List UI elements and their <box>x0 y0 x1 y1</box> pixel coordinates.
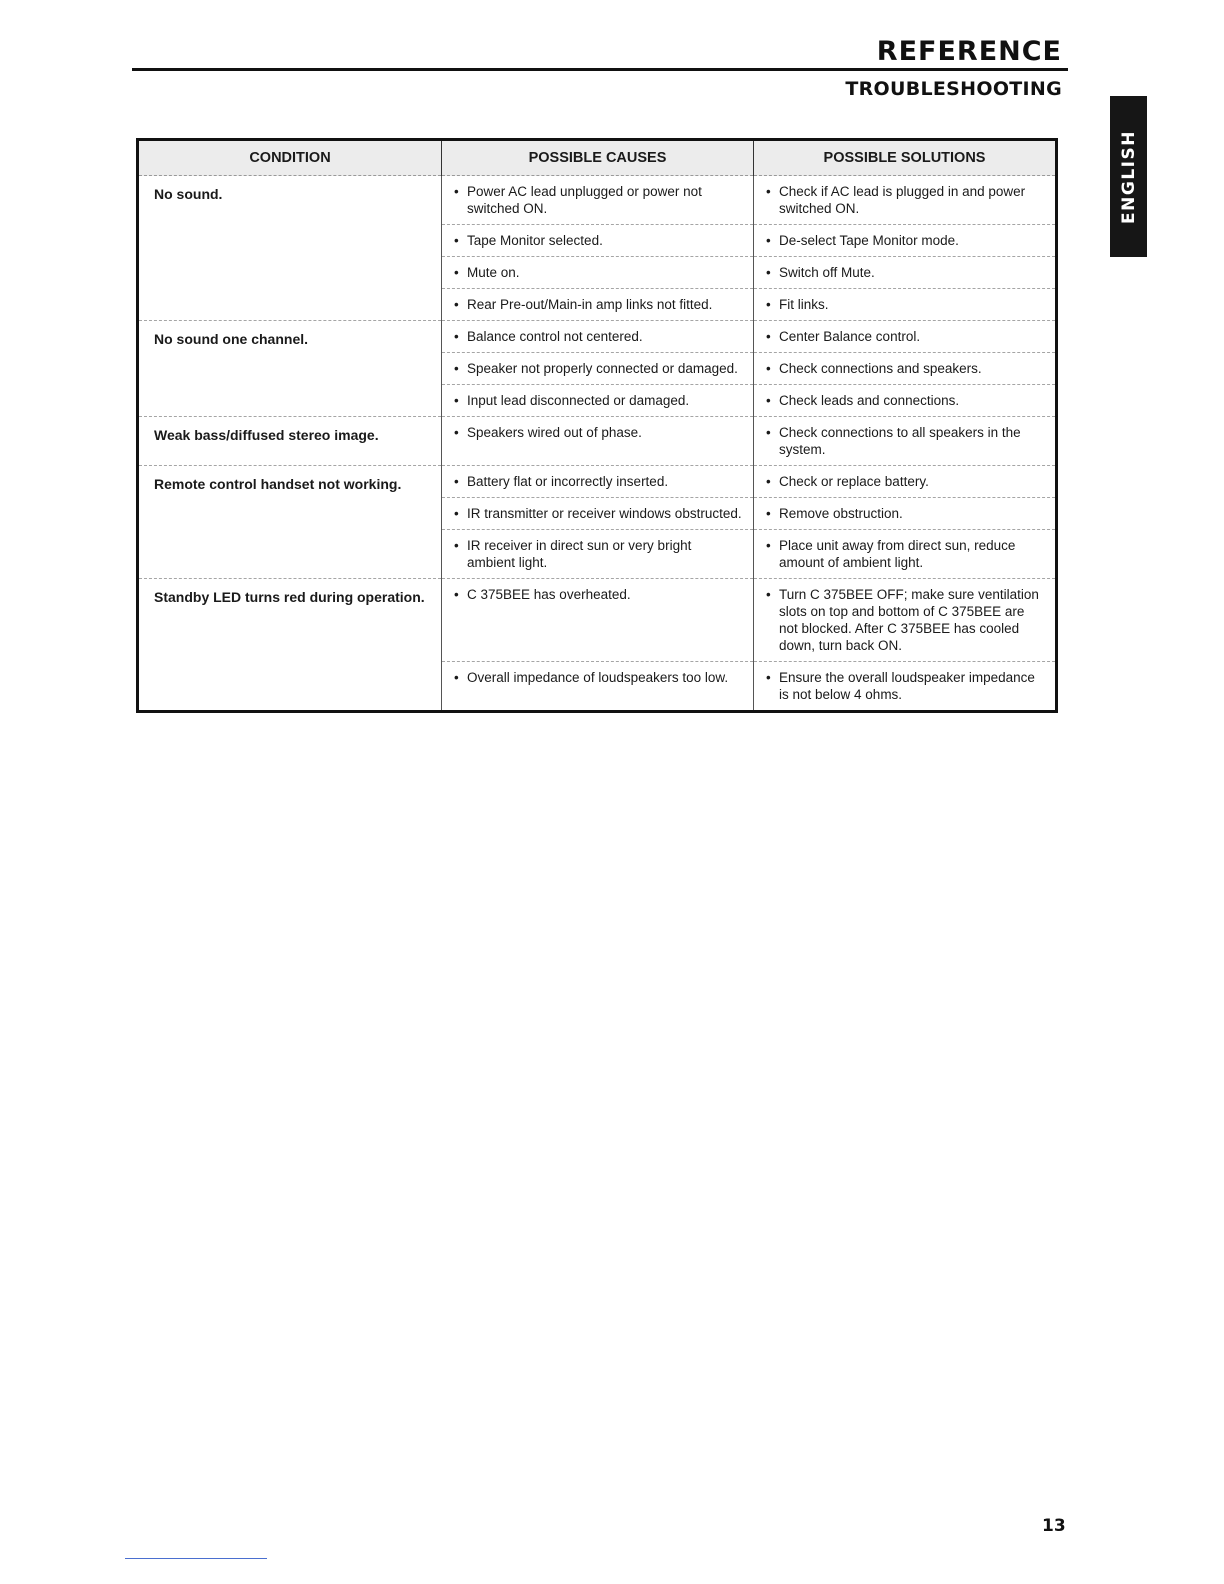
cause-cell <box>442 289 754 321</box>
bullet-icon: • <box>766 670 771 685</box>
cause-cell <box>442 417 754 466</box>
solution-text: Check or replace battery. <box>779 474 929 489</box>
bullet-icon: • <box>766 297 771 312</box>
cause-item <box>454 392 743 409</box>
bullet-icon: • <box>766 233 771 248</box>
page-number: 13 <box>1042 1516 1066 1536</box>
table-header-row <box>138 140 1057 176</box>
solution-cell <box>754 257 1057 289</box>
bullet-icon: • <box>766 474 771 489</box>
cause-cell <box>442 353 754 385</box>
cause-text: Mute on. <box>467 265 520 280</box>
bullet-icon: • <box>766 587 771 602</box>
header-divider <box>132 68 1068 71</box>
cause-cell <box>442 498 754 530</box>
bullet-icon: • <box>454 506 459 521</box>
condition-cell: No sound. <box>138 176 442 321</box>
table-row <box>138 579 1057 662</box>
cause-text: Overall impedance of loudspeakers too low. <box>467 670 729 685</box>
column-header-causes: POSSIBLE CAUSES <box>442 140 754 176</box>
solution-text: Ensure the overall loudspeaker impedance is not below 4 ohms. <box>779 670 1035 702</box>
solution-item <box>766 424 1045 458</box>
cause-text: C 375BEE has overheated. <box>467 587 631 602</box>
table-body <box>138 176 1057 712</box>
table-row <box>138 417 1057 466</box>
section-title: REFERENCE <box>876 36 1062 67</box>
solution-cell <box>754 321 1057 353</box>
solution-cell <box>754 353 1057 385</box>
bullet-icon: • <box>766 393 771 408</box>
cause-text: Battery flat or incorrectly inserted. <box>467 474 669 489</box>
cause-item <box>454 586 743 603</box>
solution-item <box>766 505 1045 522</box>
solution-text: Check connections to all speakers in the system. <box>779 425 1021 457</box>
table-row <box>138 321 1057 353</box>
cause-item <box>454 473 743 490</box>
solution-item <box>766 360 1045 377</box>
solution-text: Place unit away from direct sun, reduce amount of ambient light. <box>779 538 1016 570</box>
cause-text: Speakers wired out of phase. <box>467 425 642 440</box>
cause-cell <box>442 257 754 289</box>
cause-text: Tape Monitor selected. <box>467 233 603 248</box>
bullet-icon: • <box>454 474 459 489</box>
solution-cell <box>754 385 1057 417</box>
cause-item <box>454 328 743 345</box>
cause-text: Rear Pre-out/Main-in amp links not fitted. <box>467 297 713 312</box>
bullet-icon: • <box>766 361 771 376</box>
bullet-icon: • <box>454 670 459 685</box>
column-header-condition: CONDITION <box>138 140 442 176</box>
solution-cell <box>754 176 1057 225</box>
cause-item <box>454 296 743 313</box>
cause-text: IR transmitter or receiver windows obstructed. <box>467 506 742 521</box>
cause-cell <box>442 579 754 662</box>
cause-cell <box>442 530 754 579</box>
cause-text: Input lead disconnected or damaged. <box>467 393 690 408</box>
bullet-icon: • <box>454 265 459 280</box>
solution-item <box>766 264 1045 281</box>
solution-cell <box>754 662 1057 712</box>
bullet-icon: • <box>766 538 771 553</box>
bullet-icon: • <box>454 587 459 602</box>
solution-text: De-select Tape Monitor mode. <box>779 233 959 248</box>
solution-cell <box>754 225 1057 257</box>
cause-cell <box>442 385 754 417</box>
cause-item <box>454 505 743 522</box>
troubleshooting-table <box>136 138 1058 713</box>
cause-text: IR receiver in direct sun or very bright ambient light. <box>467 538 692 570</box>
bullet-icon: • <box>766 506 771 521</box>
cause-item <box>454 424 743 441</box>
solution-item <box>766 328 1045 345</box>
condition-cell: Weak bass/diffused stereo image. <box>138 417 442 466</box>
language-tab-label: ENGLISH <box>1118 129 1139 224</box>
column-header-solutions: POSSIBLE SOLUTIONS <box>754 140 1057 176</box>
bullet-icon: • <box>766 184 771 199</box>
cause-item <box>454 183 743 217</box>
bullet-icon: • <box>454 184 459 199</box>
bullet-icon: • <box>454 538 459 553</box>
bullet-icon: • <box>454 329 459 344</box>
footer-divider <box>125 1558 267 1559</box>
cause-text: Balance control not centered. <box>467 329 643 344</box>
bullet-icon: • <box>454 233 459 248</box>
bullet-icon: • <box>766 329 771 344</box>
bullet-icon: • <box>454 297 459 312</box>
bullet-icon: • <box>766 265 771 280</box>
solution-text: Check if AC lead is plugged in and power switched ON. <box>779 184 1026 216</box>
solution-text: Check leads and connections. <box>779 393 960 408</box>
cause-cell <box>442 176 754 225</box>
solution-cell <box>754 530 1057 579</box>
solution-text: Remove obstruction. <box>779 506 903 521</box>
solution-text: Fit links. <box>779 297 829 312</box>
bullet-icon: • <box>454 393 459 408</box>
cause-item <box>454 537 743 571</box>
solution-text: Switch off Mute. <box>779 265 875 280</box>
solution-text: Center Balance control. <box>779 329 921 344</box>
solution-item <box>766 586 1045 654</box>
table-row <box>138 466 1057 498</box>
bullet-icon: • <box>766 425 771 440</box>
solution-cell <box>754 498 1057 530</box>
cause-item <box>454 264 743 281</box>
table-row <box>138 176 1057 225</box>
solution-item <box>766 537 1045 571</box>
cause-item <box>454 232 743 249</box>
language-tab <box>1110 96 1147 257</box>
solution-item <box>766 473 1045 490</box>
bullet-icon: • <box>454 425 459 440</box>
cause-item <box>454 360 743 377</box>
solution-item <box>766 669 1045 703</box>
page-title: TROUBLESHOOTING <box>845 78 1062 100</box>
bullet-icon: • <box>454 361 459 376</box>
cause-text: Power AC lead unplugged or power not switched ON. <box>467 184 702 216</box>
solution-item <box>766 296 1045 313</box>
condition-cell: Standby LED turns red during operation. <box>138 579 442 712</box>
solution-cell <box>754 579 1057 662</box>
solution-cell <box>754 466 1057 498</box>
condition-cell: Remote control handset not working. <box>138 466 442 579</box>
solution-cell <box>754 289 1057 321</box>
solution-text: Check connections and speakers. <box>779 361 982 376</box>
solution-item <box>766 232 1045 249</box>
condition-cell: No sound one channel. <box>138 321 442 417</box>
cause-text: Speaker not properly connected or damaged. <box>467 361 738 376</box>
cause-cell <box>442 466 754 498</box>
solution-item <box>766 183 1045 217</box>
cause-cell <box>442 662 754 712</box>
cause-cell <box>442 225 754 257</box>
cause-cell <box>442 321 754 353</box>
cause-item <box>454 669 743 686</box>
solution-item <box>766 392 1045 409</box>
solution-cell <box>754 417 1057 466</box>
solution-text: Turn C 375BEE OFF; make sure ventilation slots on top and bottom of C 375BEE are not blocked. After C 375BEE has cooled down, turn back ON. <box>779 587 1039 653</box>
